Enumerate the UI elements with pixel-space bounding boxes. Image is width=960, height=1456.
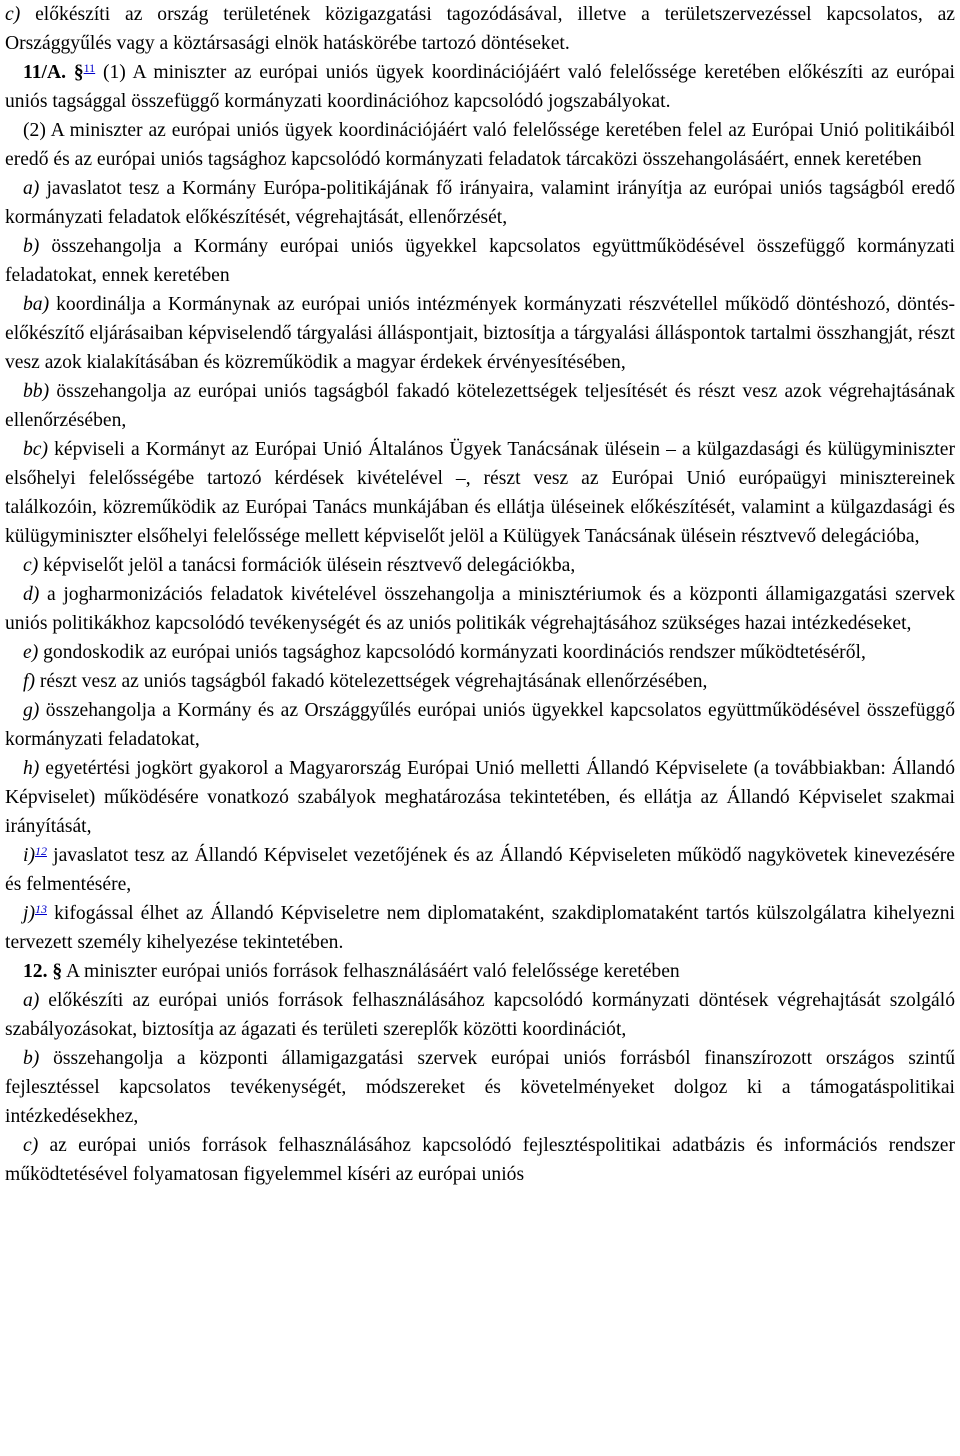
footnote-link-11[interactable]: 11 <box>83 61 96 75</box>
point-e <box>5 638 955 667</box>
paragraph-text: (2) A miniszter az európai uniós ügyek koordinációjáért való felelőssége keretében felel az Európai Unió politikáiból eredő és az európai uniós tagsághoz kapcsolódó kormányzati feladatok tárcaközi összehangolásáért, ennek keretében <box>5 120 955 170</box>
section-symbol: § <box>52 961 63 982</box>
paragraph-text: gondoskodik az európai uniós tagsághoz kapcsolódó kormányzati koordinációs rendszer működtetéséről, <box>38 642 866 663</box>
paragraph-text: előkészíti az európai uniós források felhasználásához kapcsolódó kormányzati döntések végrehajtását szolgáló szabályozásokat, biztosítja az ágazati és területi szereplők közötti koordinációt, <box>5 990 955 1040</box>
section-number: 11/A. <box>23 62 67 83</box>
point-label: j) <box>23 903 35 924</box>
paragraph-text: A miniszter európai uniós források felhasználásáért való felelőssége keretében <box>62 961 680 982</box>
point-j <box>5 899 955 957</box>
point-f <box>5 667 955 696</box>
paragraph-text: (1) A miniszter az európai uniós ügyek koordinációjáért való felelőssége keretében előkészíti az európai uniós tagsággal összefüggő kormányzati koordinációhoz kapcsolódó jogszabályokat. <box>5 62 955 112</box>
point-label: b) <box>23 236 40 257</box>
point-a <box>5 174 955 232</box>
point-label: d) <box>23 584 40 605</box>
point-label: c) <box>23 555 39 576</box>
paragraph-text: javaslatot tesz az Állandó Képviselet vezetőjének és az Állandó Képviseleten működő nagykövetek kinevezésére és felmentésére, <box>5 845 955 895</box>
point-i <box>5 841 955 899</box>
paragraph-text: részt vesz az uniós tagságból fakadó kötelezettségek végrehajtásának ellenőrzésében, <box>34 671 708 692</box>
point-bc <box>5 435 955 551</box>
paragraph-text: összehangolja a központi államigazgatási szervek európai uniós forrásból finanszírozott országos szintű fejlesztéssel kapcsolatos tevékenységét, módszereket és követelményeket dolgoz ki a támogatáspolitikai intézkedésekhez, <box>5 1048 955 1127</box>
point-b <box>5 232 955 290</box>
paragraph-text: egyetértési jogkört gyakorol a Magyarország Európai Unió melletti Állandó Képviselete (a továbbiakban: Állandó Képviselet) működésére vonatkozó szabályok meghatározása tekintetében, és ellátja az Állandó Képviselet szakmai irányítását, <box>5 758 955 837</box>
section-12-intro <box>5 957 955 986</box>
section-12-point-a <box>5 986 955 1044</box>
paragraph-text: képviselőt jelöl a tanácsi formációk ülésein résztvevő delegációkba, <box>38 555 576 576</box>
point-label: i) <box>23 845 35 866</box>
section-11a-paragraph-1 <box>5 58 955 116</box>
point-label: e) <box>23 642 39 663</box>
section-12-point-b <box>5 1044 955 1131</box>
point-label: g) <box>23 700 40 721</box>
point-ba <box>5 290 955 377</box>
point-d <box>5 580 955 638</box>
document-page <box>5 0 955 1189</box>
paragraph-text: a jogharmonizációs feladatok kivételével összehangolja a minisztériumok és a központi államigazgatási szervek uniós politikákhoz kapcsolódó tevékenységét és az uniós politikák végrehajtásához szükséges hazai intézkedéseket, <box>5 584 955 634</box>
paragraph-text: előkészíti az ország területének közigazgatási tagozódásával, illetve a területszervezéssel kapcsolatos, az Országgyűlés vagy a köztársasági elnök hatáskörébe tartozó döntéseket. <box>5 4 955 54</box>
paragraph-text: koordinálja a Kormánynak az európai uniós intézmények kormányzati részvétellel működő döntéshozó, döntés-előkészítő eljárásaiban képviselendő tárgyalási álláspontjait, biztosítja a tárgyalási álláspontok tartalmi összhangját, részt vesz azok kialakításában és közreműködik a magyar érdekek érvényesítésében, <box>5 294 955 373</box>
point-label: a) <box>23 178 40 199</box>
section-number: 12. <box>23 961 48 982</box>
paragraph-c <box>5 0 955 58</box>
point-label: a) <box>23 990 40 1011</box>
point-g <box>5 696 955 754</box>
point-label: c) <box>5 4 21 25</box>
footnote-link-12[interactable]: 12 <box>34 844 47 858</box>
section-11a-paragraph-2 <box>5 116 955 174</box>
paragraph-text: javaslatot tesz a Kormány Európa-politikájának fő irányaira, valamint irányítja az európai uniós tagságból eredő kormányzati feladatok előkészítését, végrehajtását, ellenőrzését, <box>5 178 955 228</box>
point-label: bb) <box>23 381 50 402</box>
paragraph-text: összehangolja a Kormány európai uniós ügyekkel kapcsolatos együttműködésével összefüggő kormányzati feladatokat, ennek keretében <box>5 236 955 286</box>
paragraph-text: kifogással élhet az Állandó Képviseletre nem diplomataként, szakdiplomataként tartós külszolgálatra kihelyezni tervezett személy kihelyezése tekintetében. <box>5 903 955 953</box>
point-label: c) <box>23 1135 39 1156</box>
point-bb <box>5 377 955 435</box>
section-symbol: § <box>73 62 84 83</box>
paragraph-text: képviseli a Kormányt az Európai Unió Általános Ügyek Tanácsának ülésein – a külgazdasági és külügyminiszter elsőhelyi felelősségébe tartozó kérdések kivételével –, részt vesz az Európai Unió európaügyi minisztereinek találkozóin, közreműködik az Európai Tanács munkájában és ellátja üléseinek előkészítését, valamint a külgazdasági és külügyminiszter elsőhelyi felelőssége mellett képviselőt jelöl a Külügyek Tanácsának ülésein résztvevő delegációba, <box>5 439 955 547</box>
point-label: ba) <box>23 294 50 315</box>
paragraph-text: az európai uniós források felhasználásához kapcsolódó fejlesztéspolitikai adatbázis és információs rendszer működtetésével folyamatosan figyelemmel kíséri az európai uniós <box>5 1135 955 1185</box>
point-h <box>5 754 955 841</box>
point-c <box>5 551 955 580</box>
footnote-link-13[interactable]: 13 <box>34 902 47 916</box>
point-label: h) <box>23 758 40 779</box>
point-label: b) <box>23 1048 40 1069</box>
point-label: f) <box>23 671 35 692</box>
point-label: bc) <box>23 439 49 460</box>
paragraph-text: összehangolja a Kormány és az Országgyűlés európai uniós ügyekkel kapcsolatos együttműködésével összefüggő kormányzati feladatokat, <box>5 700 955 750</box>
paragraph-text: összehangolja az európai uniós tagságból fakadó kötelezettségek teljesítését és részt vesz azok végrehajtásának ellenőrzésében, <box>5 381 955 431</box>
section-12-point-c <box>5 1131 955 1189</box>
